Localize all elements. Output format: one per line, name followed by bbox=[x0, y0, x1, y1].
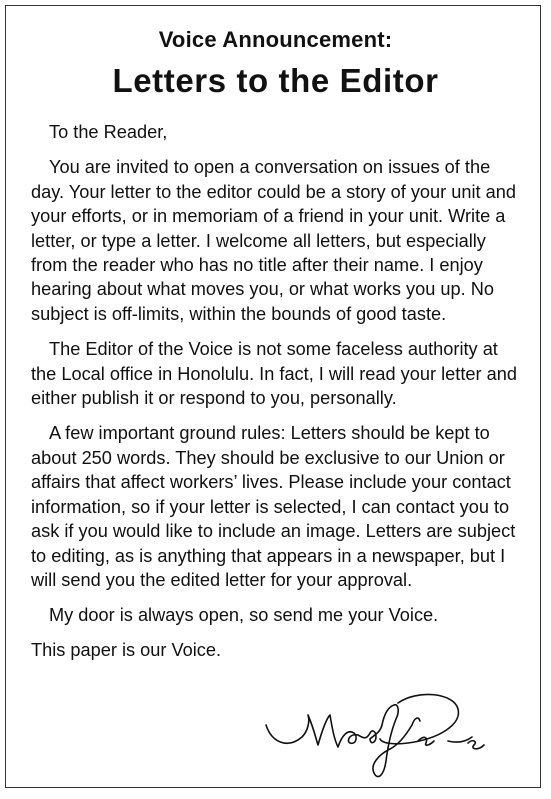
paragraph-invitation: You are invited to open a conversation on issues of the day. Your letter to the editor could be a story of your unit and your efforts, or in memoriam of a friend in your unit. Write a letter, or type a letter. I welcome all letters, but especially from the reader who has no title after their name. I enjoy hearing about what moves you, or what works you up. No subject is off-limits, within the bounds of good taste. bbox=[31, 157, 516, 324]
letter-body bbox=[31, 120, 521, 662]
paragraph-open-door: My door is always open, so send me your Voice. bbox=[49, 605, 439, 626]
signature-icon bbox=[258, 685, 498, 785]
salutation: To the Reader, bbox=[49, 122, 168, 142]
page-title: Letters to the Editor bbox=[112, 62, 439, 99]
paragraph-editor: The Editor of the Voice is not some faceless authority at the Local office in Honolulu. In fact, I will read your letter and either publish it or respond to you, personally. bbox=[31, 339, 517, 409]
closing-line: This paper is our Voice. bbox=[31, 639, 222, 660]
announcement-kicker: Voice Announcement: bbox=[158, 27, 393, 52]
paragraph-ground-rules: A few important ground rules: Letters should be kept to about 250 words. They should be exclusive to our Union or affairs that affect workers’ lives. Please include your contact information, so if your letter is selected, I can contact you to ask if you would like to include an image. Letters are subject to editing, as is anything that appears in a newspaper, but I will send you the edited letter for your approval. bbox=[31, 423, 516, 590]
